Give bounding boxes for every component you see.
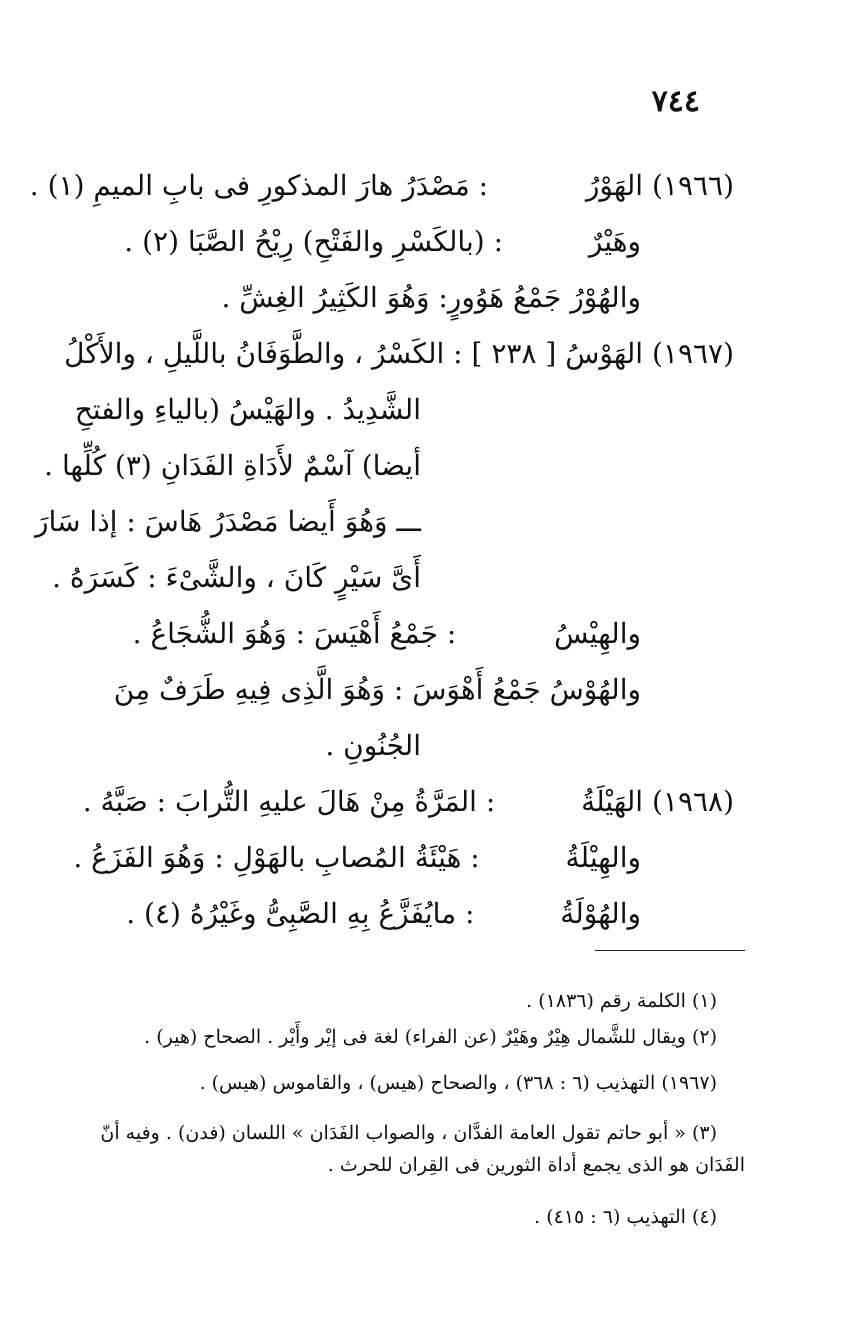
- footnote: (٤) التهذيب (٦ : ٤١٥) .: [534, 1206, 717, 1228]
- entry-line: [325, 726, 421, 772]
- footnote-divider: [595, 950, 745, 951]
- entry-definition: : هَيْئَةُ المُصابِ بالهَوْلِ : وَهُوَ الفَزَعُ .: [73, 841, 480, 874]
- entry-definition: : الكَسْرُ ، والطَّوَفَانُ باللَّيلِ ، والأَكْلُ: [64, 337, 463, 370]
- entry-number: (١٩٦٧): [651, 337, 734, 370]
- page-number: ٧٤٤: [651, 84, 700, 119]
- entry-line: [221, 278, 641, 324]
- entry-definition: : مايُفَزَّعُ بِهِ الصَّبِىُّ وغَيْرُهُ (٤) .: [126, 897, 475, 930]
- footnote: (٣) « أبو حاتم تقول العامة الفدَّان ، والصواب الفَدَان » اللسان (فدن) . وفيه أنّ: [100, 1122, 717, 1144]
- entry-definition: ـــ وَهُوَ أَيضا مَصْدَرُ هَاسَ : إذا سَارَ: [35, 505, 421, 538]
- entry-definition: : مَصْدَرُ هارَ المذكورِ فى بابِ الميمِ (١) .: [29, 169, 489, 202]
- entry-line: [73, 838, 641, 884]
- entry-line: [114, 670, 641, 716]
- entry-definition: : المَرَّةُ مِنْ هَالَ عليهِ التُّرابَ : صَبَّهُ .: [82, 785, 496, 818]
- entry-definition: : جَمْعُ أَهْيَسَ : وَهُوَ الشُّجَاعُ .: [132, 617, 457, 650]
- entry-definition: أَىَّ سَيْرٍ كَانَ ، والشَّىْءَ : كَسَرَهُ .: [52, 561, 421, 594]
- entry-line: [75, 390, 421, 436]
- entry-definition: الشَّدِيدُ . والهَيْسُ (بالياءِ والفتحِ: [74, 393, 421, 426]
- entry-line: [133, 614, 641, 660]
- entry-line: [124, 222, 641, 268]
- entry-definition: الجُنُونِ .: [325, 729, 421, 762]
- entry-line: [44, 446, 421, 492]
- entry-1967-line: [64, 334, 734, 380]
- footnote: (٢) ويقال للشَّمال هِيْرٌ وهَيْرٌ (عن الفراء) لغة فى إيْر وأَيْر . الصحاح (هير) .: [144, 1026, 717, 1048]
- entry-number: (١٩٦٨): [651, 785, 734, 818]
- entry-headword: الهَيْلَةُ: [581, 785, 644, 818]
- entry-definition: والهُوْسُ جَمْعُ أَهْوَسَ : وَهُوَ الَّذِى فِيهِ طَرَفٌ مِنَ: [113, 673, 641, 706]
- entry-definition: والهُوْرُ جَمْعُ هَوُورٍ: وَهُوَ الكَثِيرُ الغِشِّ .: [221, 281, 641, 314]
- footnote: (١) الكلمة رقم (١٨٣٦) .: [526, 990, 717, 1012]
- entry-headword: الهَوْرُ: [585, 169, 644, 202]
- entry-definition: أيضا) آسْمٌ لأَدَاةِ الفَدَانِ (٣) كُلِّها .: [44, 449, 421, 482]
- entry-headword: وهَيْرٌ: [588, 225, 641, 258]
- entry-1968-line: [83, 782, 734, 828]
- entry-headword: والهُوْلَةُ: [560, 897, 641, 930]
- footnote: الفَدَان هو الذى يجمع أداة الثورين فى القِران للحرث .: [327, 1154, 745, 1176]
- footnote: (١٩٦٧) التهذيب (٦ : ٣٦٨) ، والصحاح (هيس) ، والقاموس (هيس) .: [199, 1072, 717, 1094]
- entry-line: [126, 894, 641, 940]
- entry-headword: والهِيْلَةُ: [565, 841, 641, 874]
- entry-line: [52, 558, 421, 604]
- entry-definition: : (بالكَسْرِ والفَتْحِ) رِيْحُ الصَّبَا (٢) .: [124, 225, 503, 258]
- entry-number: (١٩٦٦): [651, 169, 734, 202]
- entry-line: [35, 502, 421, 548]
- entry-headword: والهِيْسُ: [554, 617, 641, 650]
- entry-1966-line: [30, 166, 734, 212]
- entry-headword: الهَوْسُ [ ٢٣٨ ]: [471, 337, 644, 370]
